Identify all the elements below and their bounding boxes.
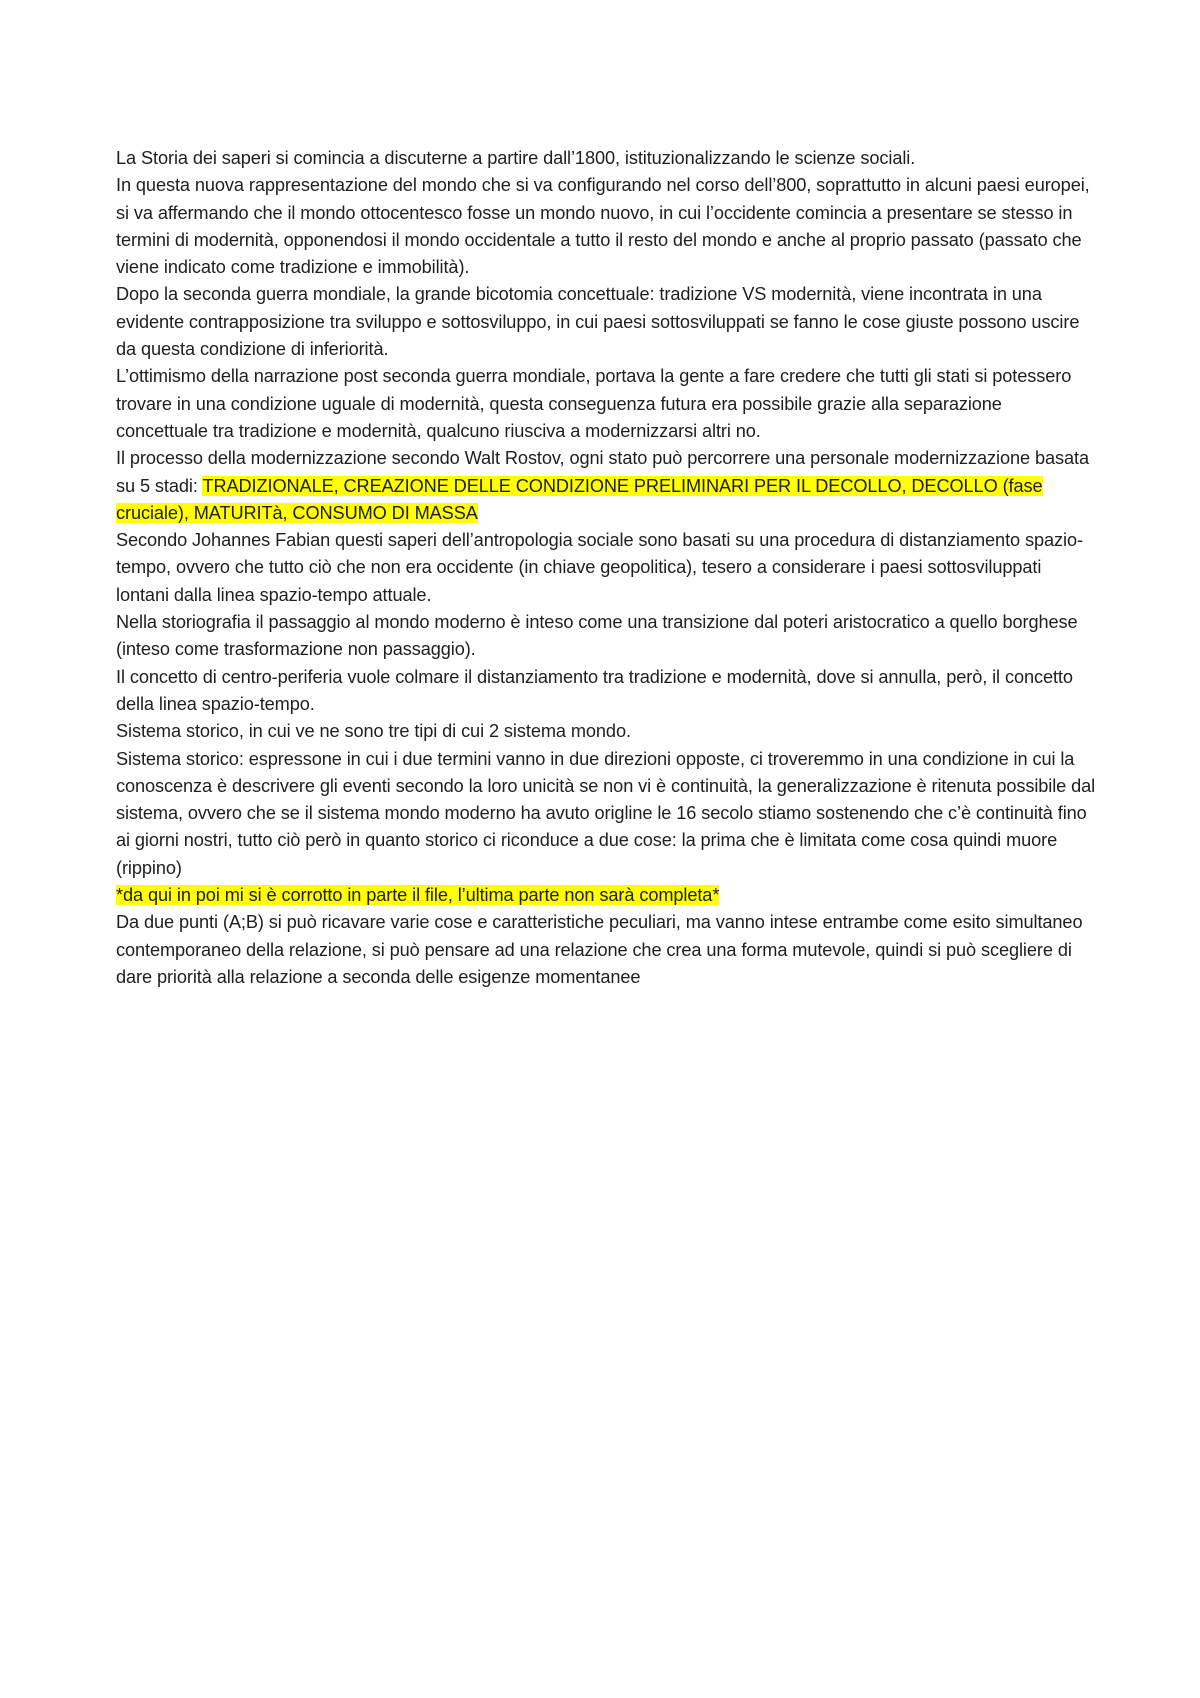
paragraph-3 xyxy=(116,281,1096,363)
paragraph-9 xyxy=(116,718,1096,745)
paragraph-4 xyxy=(116,363,1096,445)
paragraph-text: Il concetto di centro-periferia vuole colmare il distanziamento tra tradizione e modernità, dove si annulla, però, il concetto della linea spazio-tempo. xyxy=(116,666,1073,714)
paragraph-text: Dopo la seconda guerra mondiale, la grande bicotomia concettuale: tradizione VS modernità, viene incontrata in una evidente contrapposizione tra sviluppo e sottosviluppo, in cui paesi sottosviluppati se fanno le cose giuste possono uscire da questa condizione di inferiorità. xyxy=(116,284,1080,360)
paragraph-text: Secondo Johannes Fabian questi saperi dell’antropologia sociale sono basati su una procedura di distanziamento spazio-tempo, ovvero che tutto ciò che non era occidente (in chiave geopolitica), tesero a considerare i paesi sottosviluppati lontani dalla linea spazio-tempo attuale. xyxy=(116,530,1083,605)
paragraph-text: La Storia dei saperi si comincia a discuterne a partire dall’1800, istituzionalizzando le scienze sociali. xyxy=(116,148,916,168)
paragraph-8 xyxy=(116,664,1096,719)
document-body xyxy=(116,145,1096,991)
paragraph-11 xyxy=(116,882,1096,909)
paragraph-5 xyxy=(116,445,1096,527)
paragraph-text: Sistema storico: espressone in cui i due termini vanno in due direzioni opposte, ci troveremmo in una condizione in cui la conoscenza è descrivere gli eventi secondo la loro unicità se non vi è continuità, la generalizzazione è ritenuta possibile dal sistema, ovvero che se il sistema mondo moderno ha avuto origline le 16 secolo stiamo sostenendo che c’è continuità fino ai giorni nostri, tutto ciò però in quanto storico ci riconduce a due cose: la prima che è limitata come cosa quindi muore (rippino) xyxy=(116,748,1096,878)
paragraph-text: In questa nuova rappresentazione del mondo che si va configurando nel corso dell’800, soprattutto in alcuni paesi europei, si va affermando che il mondo ottocentesco fosse un mondo nuovo, in cui l’occidente comincia a presentare se stesso in termini di modernità, opponendosi il mondo occidentale a tutto il resto del mondo e anche al proprio passato (passato che viene indicato come tradizione e immobilità). xyxy=(116,175,1090,278)
paragraph-6 xyxy=(116,527,1096,609)
highlighted-text: *da qui in poi mi si è corrotto in parte il file, l’ultima parte non sarà completa* xyxy=(116,885,720,906)
paragraph-1 xyxy=(116,145,1096,172)
paragraph-10 xyxy=(116,746,1096,882)
paragraph-text: L’ottimismo della narrazione post seconda guerra mondiale, portava la gente a fare credere che tutti gli stati si potessero trovare in una condizione uguale di modernità, questa conseguenza futura era possibile grazie alla separazione concettuale tra tradizione e modernità, qualcuno riusciva a modernizzarsi altri no. xyxy=(116,366,1072,441)
paragraph-text: Sistema storico, in cui ve ne sono tre tipi di cui 2 sistema mondo. xyxy=(116,721,631,742)
paragraph-2 xyxy=(116,172,1096,281)
highlighted-text: TRADIZIONALE, CREAZIONE DELLE CONDIZIONE PRELIMINARI PER IL DECOLLO, DECOLLO (fase cruciale), MATURITà, CONSUMO DI MASSA xyxy=(116,475,1043,523)
paragraph-text: Il processo della modernizzazione secondo Walt Rostov, ogni stato può percorrere una personale modernizzazione basata su 5 stadi: xyxy=(116,448,1090,496)
paragraph-12 xyxy=(116,909,1096,991)
paragraph-text: Nella storiografia il passaggio al mondo moderno è inteso come una transizione dal poteri aristocratico a quello borghese (inteso come trasformazione non passaggio). xyxy=(116,612,1078,660)
paragraph-7 xyxy=(116,609,1096,664)
paragraph-text: Da due punti (A;B) si può ricavare varie cose e caratteristiche peculiari, ma vanno intese entrambe come esito simultaneo contemporaneo della relazione, si può pensare ad una relazione che crea una forma mutevole, quindi si può scegliere di dare priorità alla relazione a seconda delle esigenze momentanee xyxy=(116,912,1083,987)
